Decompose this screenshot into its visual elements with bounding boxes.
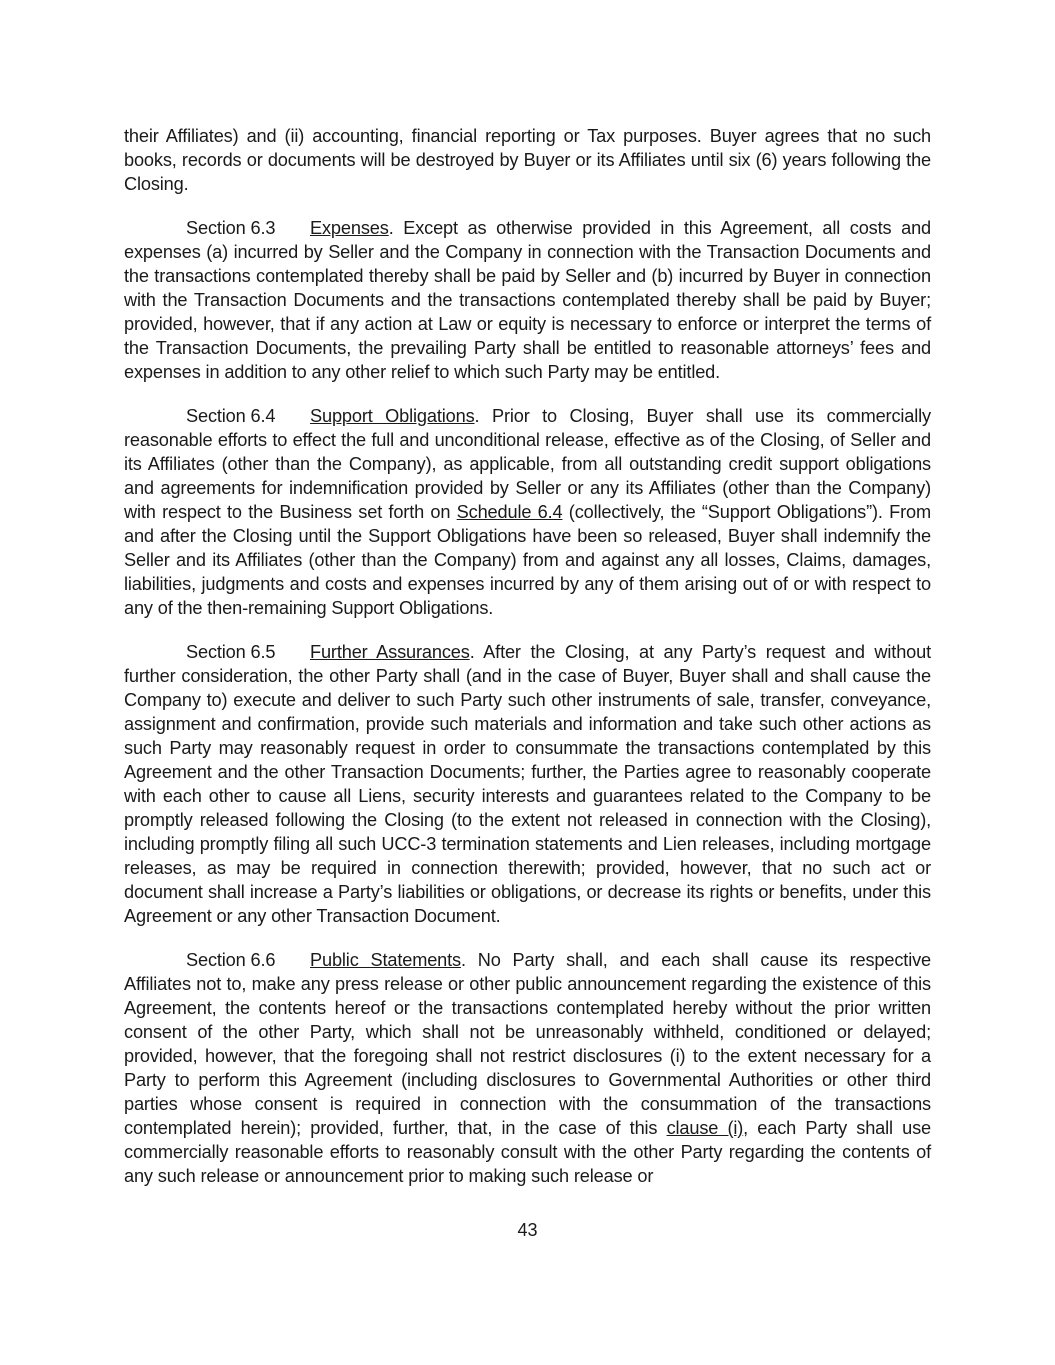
document-page — [124, 124, 931, 1208]
section-body-continued: , each Party shall use commercially reasonable efforts to reasonably consult with the other Party regarding the contents of any such release or announcement prior to making such release or — [124, 1118, 931, 1186]
section-body-continued: (collectively, the “Support Obligations”). From and after the Closing until the Support Obligations have been so released, Buyer shall indemnify the Seller and its Affiliates (other than the Company) from and against any all losses, Claims, damages, liabilities, judgments and costs and expenses incurred by any of them arising out of or with respect to any of the then-remaining Support Obligations. — [124, 502, 931, 618]
section-6-5 — [124, 640, 931, 928]
section-heading: Public Statements — [310, 950, 461, 970]
section-body: . No Party shall, and each shall cause its respective Affiliates not to, make any press release or other public announcement regarding the existence of this Agreement, the contents hereof or the transactions contemplated hereby without the prior written consent of the other Party, which shall not be unreasonably withheld, conditioned or delayed; provided, however, that the foregoing shall not restrict disclosures (i) to the extent necessary for a Party to perform this Agreement (including disclosures to Governmental Authorities or other third parties whose consent is required in connection with the consummation of the transactions contemplated herein); provided, further, that, in the case of this — [124, 950, 931, 1138]
section-number: Section 6.4 — [186, 406, 276, 426]
section-heading: Support Obligations — [310, 406, 475, 426]
paragraph-continuation — [124, 124, 931, 196]
section-6-3 — [124, 216, 931, 384]
section-6-4 — [124, 404, 931, 620]
page-number: 43 — [517, 1220, 538, 1240]
clause-reference: clause (i) — [666, 1118, 744, 1138]
section-number: Section 6.6 — [186, 950, 276, 970]
section-heading: Further Assurances — [310, 642, 470, 662]
section-number: Section 6.3 — [186, 218, 276, 238]
section-number: Section 6.5 — [186, 642, 276, 662]
section-body: . Prior to Closing, Buyer shall use its commercially reasonable efforts to effect the full and unconditional release, effective as of the Closing, of Seller and its Affiliates (other than the Company), as applicable, from all outstanding credit support obligations and agreements for indemnification provided by Seller or any its Affiliates (other than the Company) with respect to the Business set forth on — [124, 406, 931, 522]
schedule-reference: Schedule 6.4 — [456, 502, 563, 522]
section-heading: Expenses — [310, 218, 389, 238]
section-6-6 — [124, 948, 931, 1188]
section-body: . Except as otherwise provided in this Agreement, all costs and expenses (a) incurred by Seller and the Company in connection with the Transaction Documents and the transactions contemplated thereby shall be paid by Seller and (b) incurred by Buyer in connection with the Transaction Documents and the transactions contemplated thereby shall be paid by Buyer; provided, however, that if any action at Law or equity is necessary to enforce or interpret the terms of the Transaction Documents, the prevailing Party shall be entitled to reasonable attorneys’ fees and expenses in addition to any other relief to which such Party may be entitled. — [124, 218, 931, 382]
section-body: . After the Closing, at any Party’s request and without further consideration, the other Party shall (and in the case of Buyer, Buyer shall and shall cause the Company to) execute and deliver to such Party such other instruments of sale, transfer, conveyance, assignment and confirmation, provide such materials and information and take such other actions as such Party may reasonably request in order to consummate the transactions contemplated by this Agreement and the other Transaction Documents; further, the Parties agree to reasonably cooperate with each other to cause all Liens, security interests and guarantees related to the Company to be promptly released following the Closing (to the extent not released in connection with the Closing), including promptly filing all such UCC-3 termination statements and Lien releases, including mortgage releases, as may be required in connection therewith; provided, however, that no such act or document shall increase a Party’s liabilities or obligations, or decrease its rights or benefits, under this Agreement or any other Transaction Document. — [124, 642, 931, 926]
paragraph-text: their Affiliates) and (ii) accounting, financial reporting or Tax purposes. Buyer agrees that no such books, records or documents will be destroyed by Buyer or its Affiliates until six (6) years following the Closing. — [124, 126, 931, 194]
